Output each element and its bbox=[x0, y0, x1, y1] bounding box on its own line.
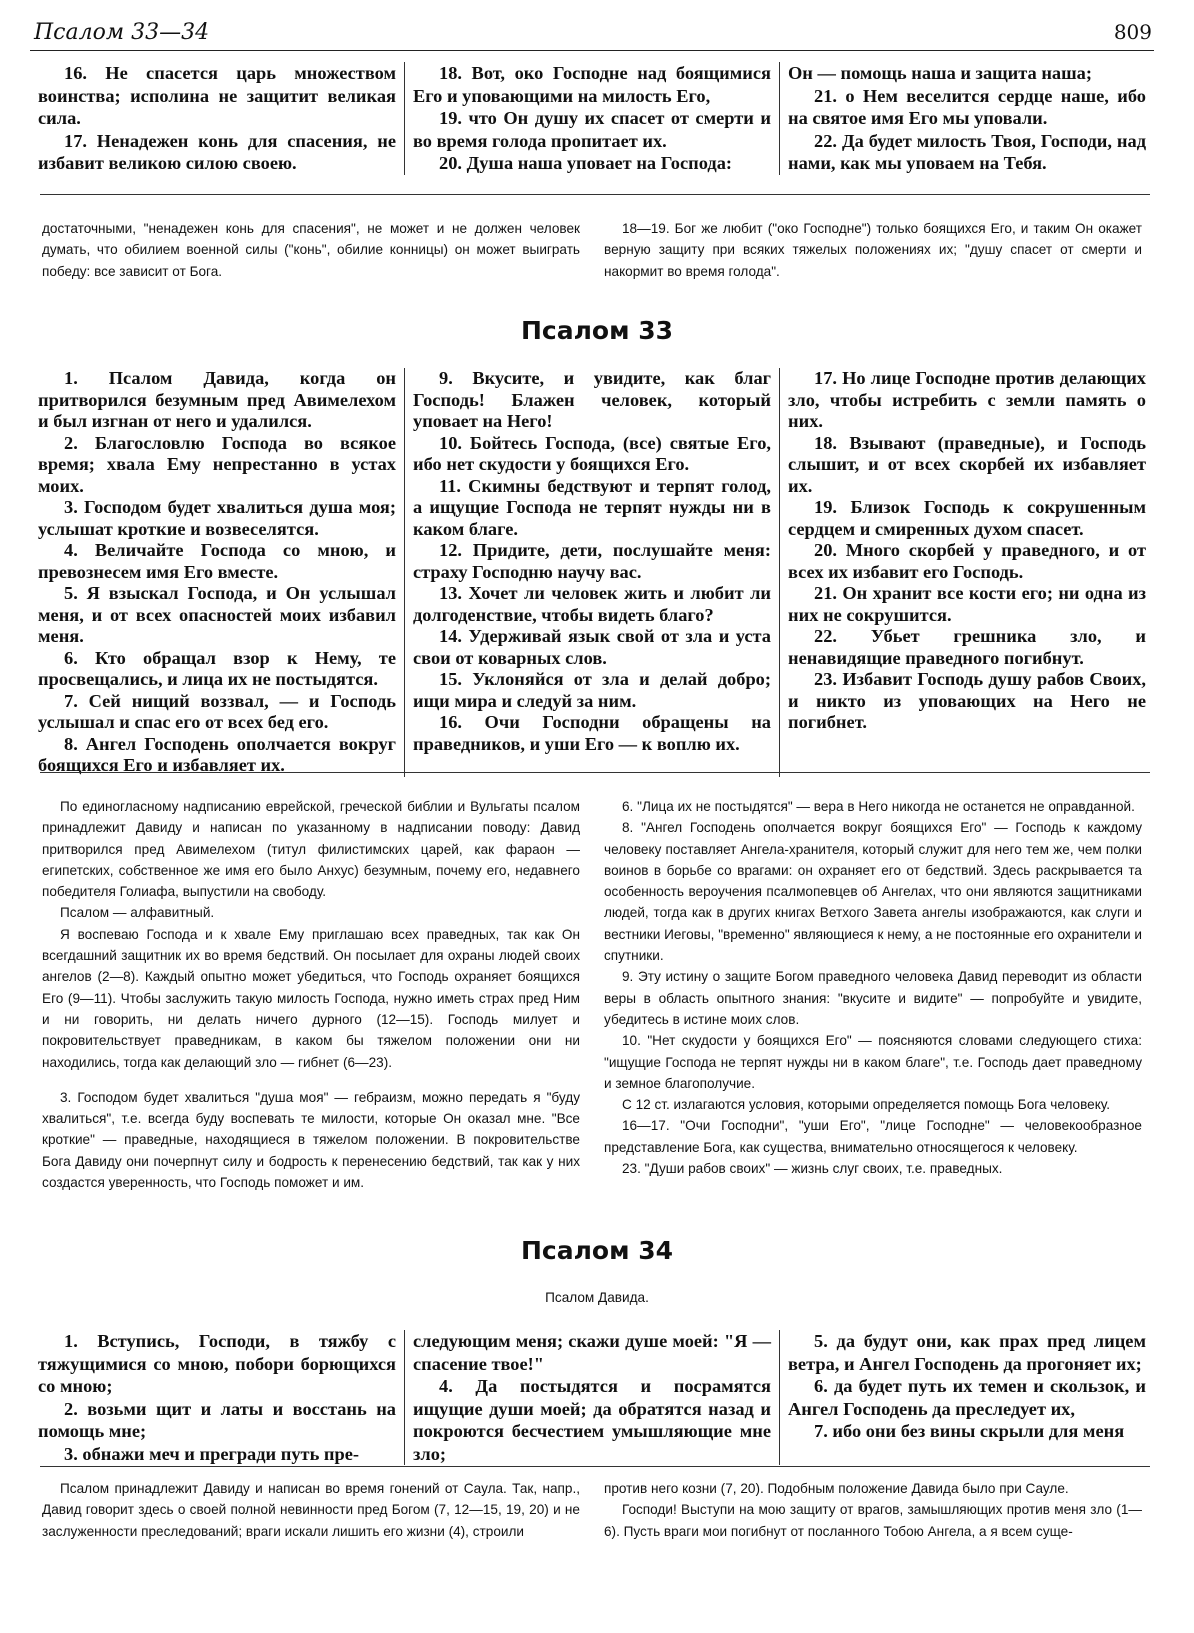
verse: 16. Не спасется царь множеством воинства; исполина не защитит великая сила. bbox=[38, 63, 396, 128]
verse: 4. Величайте Господа со мною, и превознесем имя Его вместе. bbox=[38, 540, 396, 582]
commentary-paragraph: По единогласному надписанию еврейской, греческой библии и Вульгаты псалом принадлежит Давиду и написан по указанному в надписании поводу: Давид притворился пред Авимелехом (титул филистимских царей, как фараон — египетских, собственное же имя его было Анхус) безумным, почему его, недавнего победителя Голиафа, выпустили на свободу. bbox=[42, 799, 580, 900]
section-divider bbox=[40, 1466, 1150, 1467]
commentary-column-right bbox=[592, 796, 1154, 1193]
verse: 7. ибо они без вины скрыли для меня bbox=[814, 1421, 1125, 1441]
commentary-column-left bbox=[30, 1478, 592, 1542]
commentary-3 bbox=[30, 1478, 1154, 1542]
verse: 5. Я взыскал Господа, и Он услышал меня, и от всех опасностей моих избавил меня. bbox=[38, 583, 396, 646]
commentary-column-right bbox=[592, 1478, 1154, 1542]
verse: 6. Кто обращал взор к Нему, те просвещались, и лица их не постыдятся. bbox=[38, 647, 396, 689]
commentary-paragraph: 9. Эту истину о защите Богом праведного человека Давид переводит из области веры в область опытного знания: "вкусите и видите" — попробуйте и увидите, убедитесь в истине моих слов. bbox=[604, 969, 1142, 1027]
psalm32-verses bbox=[30, 62, 1154, 175]
verse: 22. Да будет милость Твоя, Господи, над нами, как мы уповаем на Тебя. bbox=[788, 130, 1146, 173]
verse: 4. Да постыдятся и посрамятся ищущие души моей; да обратятся назад и покроются бесчестием умышляющие мне зло; bbox=[413, 1376, 771, 1464]
psalm33-verses bbox=[30, 368, 1154, 777]
verse-continuation: Он — помощь наша и защита наша; bbox=[788, 63, 1092, 83]
verse: 20. Много скорбей у праведного, и от всех их избавит его Господь. bbox=[788, 540, 1146, 582]
verse-column-1 bbox=[30, 1330, 404, 1465]
psalm-34-superscription: Псалом Давида. bbox=[545, 1290, 649, 1305]
verse: 11. Скимны бедствуют и терпят голод, а ищущие Господа не терпят нужды ни в каком благе. bbox=[413, 475, 771, 539]
commentary-paragraph: против него козни (7, 20). Подобным положение Давида было при Сауле. bbox=[604, 1481, 1069, 1496]
verse: 1. Псалом Давида, когда он притворился безумным пред Авимелехом и был изгнан от него и удалился. bbox=[38, 368, 396, 431]
commentary-paragraph: 8. "Ангел Господень ополчается вокруг боящихся Его" — Господь к каждому человеку поставляет Ангела-хранителя, который служит для него тем же, чем полки воинов в борьбе со врагами: он охраняет его от бедствий. Здесь раскрывается та особенность вероучения псалмопевцев об Ангелах, что они являются защитниками людей, тогда как в других книгах Ветхого Завета ангелы изображаются, как слуги и вестники Иеговы, "временно" являющиеся к нему, а не постоянные его охранители и спутники. bbox=[604, 820, 1142, 964]
verse: 23. Избавит Господь душу рабов Своих, и никто из уповающих на Него не погибнет. bbox=[788, 669, 1146, 732]
commentary-paragraph: Я воспеваю Господа и к хвале Ему приглашаю всех праведных, так как Он всегдашний защитник их во время бедствий. Он посылает для охраны людей своих ангелов (2—8). Каждый опытно может убедиться, что Господь охраняет боящихся Его (9—11). Чтобы заслужить такую милость Господа, нужно иметь страх пред Ним и ни говорить, ни делать ничего дурного (12—15). Господь милует и покровительствует праведникам, в каком бы тяжелом положении они ни находились, тогда как делающий зло — гибнет (6—23). bbox=[42, 926, 580, 1070]
verse-column-3 bbox=[779, 368, 1154, 777]
verse-column-1 bbox=[30, 368, 404, 777]
verse: 14. Удерживай язык свой от зла и уста свои от коварных слов. bbox=[413, 626, 771, 668]
verse: 19. что Он душу их спасет от смерти и во время голода пропитает их. bbox=[413, 108, 771, 151]
verse: 2. Благословлю Господа во всякое время; хвала Ему непрестанно в устах моих. bbox=[38, 432, 396, 496]
verse: 18. Взывают (праведные), и Господь слышит, и от всех скорбей их избавляет их. bbox=[788, 432, 1146, 496]
verse: 19. Близок Господь к сокрушенным сердцем и смиренных духом спасет. bbox=[788, 497, 1146, 539]
commentary-1 bbox=[30, 218, 1154, 282]
verse: 20. Душа наша уповает на Господа: bbox=[439, 153, 733, 173]
verse: 17. Но лице Господне против делающих зло, чтобы истребить с земли память о них. bbox=[788, 368, 1146, 431]
verse-continuation: следующим меня; скажи душе моей: "Я — спасение твое!" bbox=[413, 1331, 771, 1374]
verse: 9. Вкусите, и увидите, как благ Господь! Блажен человек, который уповает на Него! bbox=[413, 368, 771, 431]
commentary-paragraph: Псалом — алфавитный. bbox=[60, 905, 215, 921]
commentary-paragraph: С 12 ст. излагаются условия, которыми определяется помощь Бога человеку. bbox=[622, 1097, 1111, 1113]
verse: 5. да будут они, как прах пред лицем ветра, и Ангел Господень да прогоняет их; bbox=[788, 1331, 1146, 1374]
verse: 3. Господом будет хвалиться душа моя; услышат кроткие и возвеселятся. bbox=[38, 497, 396, 539]
verse: 7. Сей нищий воззвал, — и Господь услышал и спас его от всех бед его. bbox=[38, 690, 396, 732]
section-divider bbox=[40, 772, 1150, 773]
running-title: Псалом 33—34 bbox=[34, 20, 210, 45]
verse: 22. Убьет грешника зло, и ненавидящие праведного погибнут. bbox=[788, 626, 1146, 668]
section-divider bbox=[40, 194, 1150, 195]
verse: 21. Он хранит все кости его; ни одна из них не сокрушится. bbox=[788, 583, 1146, 625]
verse: 17. Ненадежен конь для спасения, не избавит великою силою своею. bbox=[38, 130, 396, 173]
verse: 10. Бойтесь Господа, (все) святые Его, ибо нет скудости у боящихся Его. bbox=[413, 432, 771, 474]
verse-column-1 bbox=[30, 62, 404, 175]
verse: 12. Придите, дети, послушайте меня: страху Господню научу вас. bbox=[413, 540, 771, 582]
commentary-paragraph: 3. Господом будет хвалиться "душа моя" — гебраизм, можно передать я "буду хвалиться", т.е. всегда буду воспевать те милости, которые Он оказал мне. "Все кроткие" — праведные, находящиеся в тяжелом положении. В покровительстве Бога Давиду они почерпнут силу и бодрость к перенесению бедствий, так как у них создастся уверенность, что Господь поможет и им. bbox=[42, 1089, 580, 1191]
commentary-paragraph: Господи! Выступи на мою защиту от врагов, замышляющих против меня зло (1—6). Пусть враги мои погибнут от посланного Тобою Ангела, а я всем суще- bbox=[604, 1502, 1142, 1539]
commentary-column-left bbox=[30, 218, 592, 282]
verse-column-2 bbox=[404, 368, 779, 777]
verse: 15. Уклоняйся от зла и делай добро; ищи мира и следуй за ним. bbox=[413, 669, 771, 711]
commentary-paragraph: Псалом принадлежит Давиду и написан во время гонений от Саула. Так, напр., Давид говорит здесь о своей полной невинности пред Богом (7, 12—15, 19, 20) и не заслуженности преследований; враги искали лишить его жизни (4), строили bbox=[42, 1481, 580, 1539]
verse-column-2 bbox=[404, 62, 779, 175]
running-head bbox=[30, 14, 1154, 51]
verse: 16. Очи Господни обращены на праведников, и уши Его — к воплю их. bbox=[413, 712, 771, 754]
verse-column-2 bbox=[404, 1330, 779, 1465]
verse: 13. Хочет ли человек жить и любит ли долгоденствие, чтобы видеть благо? bbox=[413, 583, 771, 625]
commentary-paragraph: 18—19. Бог же любит ("око Господне") только боящихся Его, и таким Он окажет верную защиту при всяких тяжелых положениях их; "душу спасет от смерти и накормит во время голода". bbox=[604, 221, 1142, 279]
verse: 21. о Нем веселится сердце наше, ибо на святое имя Его мы уповали. bbox=[788, 85, 1146, 128]
psalm-33-title: Псалом 33 bbox=[520, 316, 674, 345]
verse: 2. возьми щит и латы и восстань на помощь мне; bbox=[38, 1398, 396, 1441]
commentary-column-right bbox=[592, 218, 1154, 282]
page-number: 809 bbox=[1113, 20, 1152, 44]
verse: 18. Вот, око Господне над боящимися Его и уповающими на милость Его, bbox=[413, 63, 771, 106]
verse: 6. да будет путь их темен и скользок, и Ангел Господень да преследует их, bbox=[788, 1376, 1146, 1419]
commentary-paragraph: 23. "Души рабов своих" — жизнь слуг своих, т.е. праведных. bbox=[622, 1161, 1003, 1177]
psalm-34-title: Псалом 34 bbox=[520, 1236, 674, 1265]
commentary-paragraph: 6. "Лица их не постыдятся" — вера в Него никогда не останется не оправданной. bbox=[622, 799, 1135, 814]
commentary-column-left bbox=[30, 796, 592, 1193]
commentary-paragraph: 16—17. "Очи Господни", "уши Его", "лице Господне" — человекообразное представление Бога, как существа, внимательно относящегося к человеку. bbox=[604, 1118, 1142, 1155]
commentary-paragraph: 10. "Нет скудости у боящихся Его" — поясняются словами следующего стиха: "ищущие Господа не терпят нужды ни в каком благе", т.е. Господь дает праведному и земное благополучие. bbox=[604, 1033, 1142, 1091]
verse-column-3 bbox=[779, 1330, 1154, 1465]
verse: 1. Вступись, Господи, в тяжбу с тяжущимися со мною, побори борющихся со мною; bbox=[38, 1331, 396, 1396]
psalm34-verses bbox=[30, 1330, 1154, 1465]
commentary-paragraph: достаточными, "ненадежен конь для спасения", не может и не должен человек думать, что обилием военной силы ("конь", обилие конницы) он может выиграть победу: все зависит от Бога. bbox=[42, 221, 580, 279]
verse-column-3 bbox=[779, 62, 1154, 175]
commentary-2 bbox=[30, 796, 1154, 1193]
verse: 8. Ангел Господень ополчается вокруг боящихся Его и избавляет их. bbox=[38, 733, 396, 775]
verse: 3. обнажи меч и прегради путь пре- bbox=[64, 1443, 360, 1464]
